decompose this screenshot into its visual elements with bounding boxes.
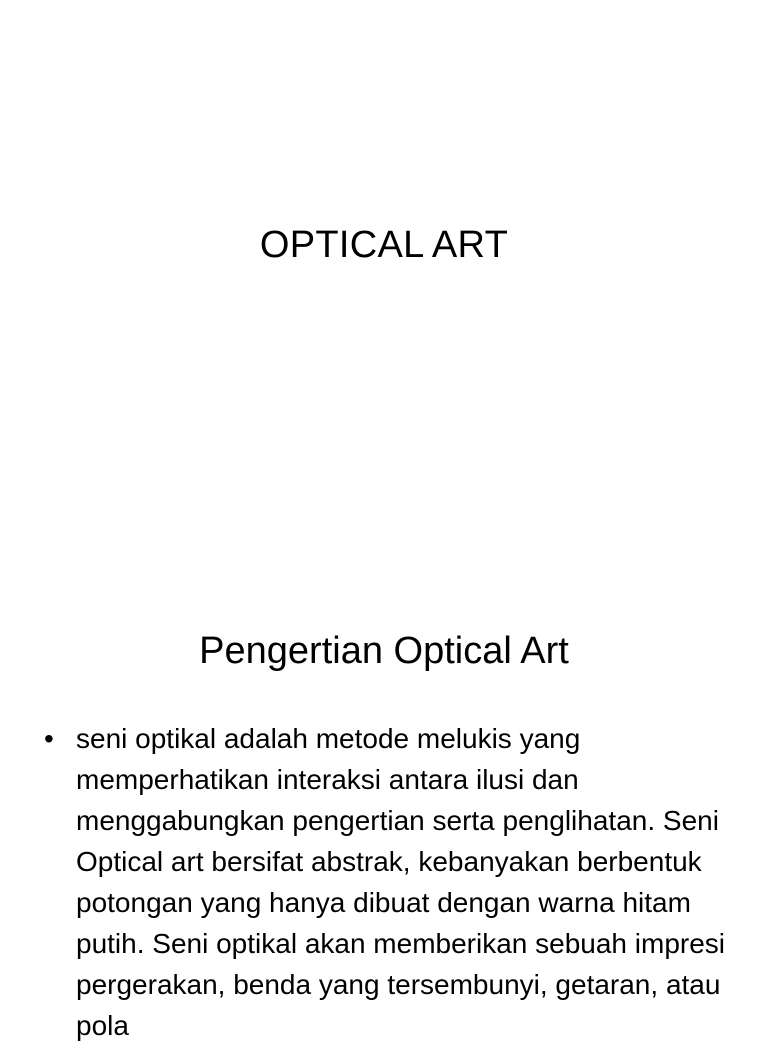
bullet-text: seni optikal adalah metode melukis yang memperhatikan interaksi antara ilusi dan menggabungkan pengertian serta penglihatan. Seni Optical art bersifat abstrak, kebanyakan berbentuk potongan yang hanya dibuat dengan warna hitam putih. Seni optikal akan memberikan sebuah impresi pergerakan, benda yang tersembunyi, getaran, atau pola <box>76 723 726 1041</box>
bullet-item <box>40 718 740 1046</box>
bullet-icon: • <box>44 723 54 754</box>
bullet-list <box>40 718 740 1046</box>
slide-title: OPTICAL ART <box>259 224 509 266</box>
slide-heading: Pengertian Optical Art <box>199 630 569 672</box>
slide-definition <box>0 576 768 1041</box>
